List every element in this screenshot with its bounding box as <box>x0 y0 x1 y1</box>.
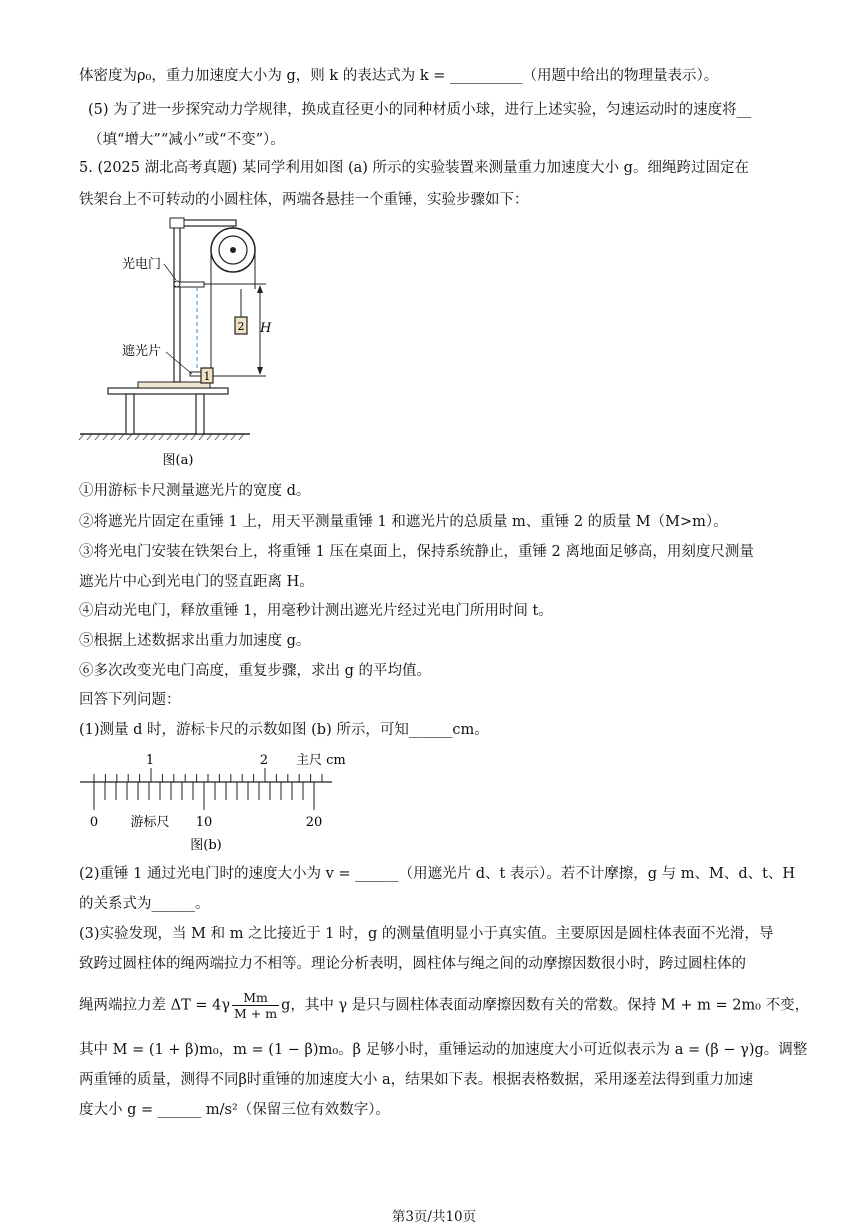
vernier-0: 0 <box>89 815 99 830</box>
question-3-cont: 度大小 g = ______ m/s²（保留三位有效数字）。 <box>79 1102 391 1118</box>
formula-prefix: 绳两端拉力差 ΔT = 4γ <box>79 997 231 1014</box>
step-4: ④启动光电门，释放重锤 1，用毫秒计测出遮光片经过光电门所用时间 t。 <box>79 603 553 619</box>
question-2: (2)重锤 1 通过光电门时的速度大小为 v = ______（用遮光片 d、t 表示）。若不计摩擦，g 与 m、M、d、t、H <box>79 866 796 882</box>
step-1: ①用游标卡尺测量遮光片的宽度 d。 <box>79 483 311 499</box>
step-3: ③将光电门安装在铁架台上，将重锤 1 压在桌面上，保持系统静止，重锤 2 离地面足够高，用刻度尺测量 <box>79 544 754 560</box>
question-2-cont: 的关系式为______。 <box>79 896 210 912</box>
question-5-heading: 5. (2025 湖北高考真题) 某同学利用如图 (a) 所示的实验装置来测量重力加速度大小 g。细绳跨过固定在 <box>79 160 749 176</box>
vernier-name: 游标尺 <box>130 815 170 830</box>
shade-plate-label: 遮光片 <box>122 344 162 359</box>
weight-1-label: 1 <box>203 370 211 383</box>
question-3-cont: 其中 M = (1 + β)m₀，m = (1 − β)m₀。β 足够小时，重锤运动的加速度大小可近似表示为 a = (β − γ)g。调整 <box>79 1042 808 1058</box>
question-3-formula-line <box>79 990 809 1021</box>
step-2: ②将遮光片固定在重锤 1 上，用天平测量重锤 1 和遮光片的总质量 m、重锤 2 的质量 M（M>m）。 <box>79 514 728 530</box>
page-footer: 第3页/共10页 <box>391 1209 477 1225</box>
step-3-cont: 遮光片中心到光电门的竖直距离 H。 <box>79 574 314 590</box>
vernier-10: 10 <box>195 815 213 830</box>
figure-b-vernier <box>78 748 368 856</box>
text-line: (5) 为了进一步探究动力学规律，换成直径更小的同种材质小球，进行上述实验，匀速运动时的速度将__ <box>88 102 752 118</box>
main-scale-1: 1 <box>145 753 155 768</box>
figure-b-caption: 图(b) <box>190 838 222 853</box>
height-H-label: H <box>260 321 272 336</box>
question-1: (1)测量 d 时，游标卡尺的示数如图 (b) 所示，可知______cm。 <box>79 722 489 738</box>
main-scale-2: 2 <box>259 753 269 768</box>
question-3-cont: 致跨过圆柱体的绳两端拉力不相等。理论分析表明，圆柱体与绳之间的动摩擦因数很小时，跨过圆柱体的 <box>79 956 746 972</box>
figure-a-apparatus <box>78 212 278 474</box>
formula-suffix: g，其中 γ 是只与圆柱体表面动摩擦因数有关的常数。保持 M + m = 2m₀ 不变， <box>281 997 810 1014</box>
text-line: 体密度为ρ₀，重力加速度大小为 g，则 k 的表达式为 k = __________（用题中给出的物理量表示）。 <box>79 68 719 84</box>
weight-2-label: 2 <box>237 320 245 333</box>
step-5: ⑤根据上述数据求出重力加速度 g。 <box>79 633 311 649</box>
question-3-cont: 两重锤的质量，测得不同β时重锤的加速度大小 a，结果如下表。根据表格数据，采用逐差法得到重力加速 <box>79 1072 754 1088</box>
main-scale-unit: 主尺 cm <box>296 753 346 768</box>
vernier-20: 20 <box>305 815 323 830</box>
text-line: 铁架台上不可转动的小圆柱体，两端各悬挂一个重锤，实验步骤如下： <box>79 192 529 208</box>
step-6: ⑥多次改变光电门高度，重复步骤，求出 g 的平均值。 <box>79 663 431 679</box>
question-3: (3)实验发现，当 M 和 m 之比接近于 1 时，g 的测量值明显小于真实值。主要原因是圆柱体表面不光滑，导 <box>79 926 774 942</box>
figure-a-caption: 图(a) <box>162 453 194 468</box>
text-line: （填“增大”“减小”或“不变”）。 <box>88 132 285 148</box>
fraction-numerator: Mm <box>232 990 279 1006</box>
fraction <box>232 990 279 1021</box>
fraction-denominator: M + m <box>234 1006 278 1021</box>
photogate-label: 光电门 <box>122 257 162 272</box>
questions-heading: 回答下列问题： <box>79 692 181 708</box>
